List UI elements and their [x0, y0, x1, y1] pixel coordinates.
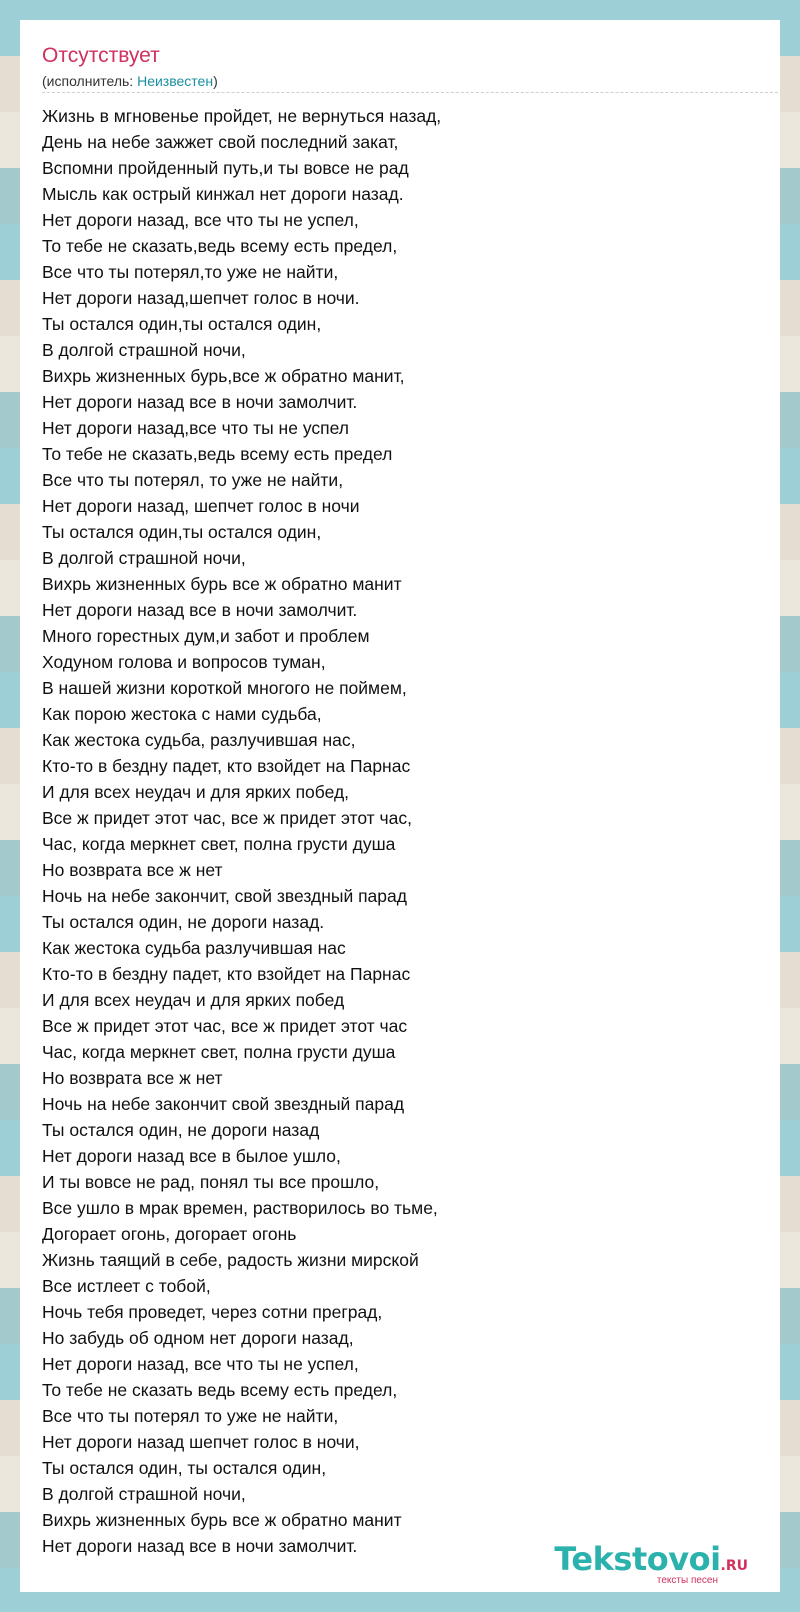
artist-suffix: ) — [213, 73, 218, 89]
lyric-line: И для всех неудач и для ярких побед, — [42, 782, 350, 802]
lyric-line: То тебе не сказать,ведь всему есть предел, — [42, 236, 398, 256]
lyric-line: Все что ты потерял,то уже не найти, — [42, 262, 339, 282]
lyric-line: Нет дороги назад, шепчет голос в ночи — [42, 496, 360, 516]
lyric-line: Час, когда меркнет свет, полна грусти душа — [42, 1042, 396, 1062]
lyric-line: Ночь на небе закончит свой звездный парад — [42, 1094, 405, 1114]
lyric-line: Ты остался один, не дороги назад. — [42, 912, 325, 932]
lyric-line: Нет дороги назад все в ночи замолчит. — [42, 392, 358, 412]
lyric-line: Все истлеет с тобой, — [42, 1276, 211, 1296]
logo-wordmark: Tekstovoi — [554, 1540, 721, 1578]
lyric-line: В долгой страшной ночи, — [42, 1484, 246, 1504]
song-card — [20, 20, 780, 1592]
lyric-line: Ты остался один,ты остался один, — [42, 522, 322, 542]
lyric-line: Час, когда меркнет свет, полна грусти душа — [42, 834, 396, 854]
site-logo[interactable] — [554, 1540, 748, 1586]
lyric-line: Как порою жестока с нами судьба, — [42, 704, 322, 724]
lyric-line: Все что ты потерял, то уже не найти, — [42, 470, 344, 490]
lyric-line: Вихрь жизненных бурь,все ж обратно манит, — [42, 366, 405, 386]
divider — [42, 92, 778, 93]
lyric-line: В долгой страшной ночи, — [42, 548, 246, 568]
artist-link[interactable]: Неизвестен — [137, 73, 214, 89]
lyric-line: Нет дороги назад,шепчет голос в ночи. — [42, 288, 360, 308]
lyric-line: Нет дороги назад шепчет голос в ночи, — [42, 1432, 360, 1452]
lyric-line: Жизнь таящий в себе, радость жизни мирской — [42, 1250, 419, 1270]
artist-line — [42, 73, 218, 90]
song-title: Отсутствует — [42, 44, 160, 67]
lyric-line: Вспомни пройденный путь,и ты вовсе не рад — [42, 158, 409, 178]
lyric-line: Ночь тебя проведет, через сотни преград, — [42, 1302, 383, 1322]
lyric-line: Мысль как острый кинжал нет дороги назад. — [42, 184, 404, 204]
lyric-line: Как жестока судьба, разлучившая нас, — [42, 730, 356, 750]
lyric-line: Ночь на небе закончит, свой звездный парад — [42, 886, 407, 906]
lyric-line: День на небе зажжет свой последний закат, — [42, 132, 399, 152]
lyric-line: Нет дороги назад, все что ты не успел, — [42, 210, 359, 230]
lyric-line: Кто-то в бездну падет, кто взойдет на Парнас — [42, 756, 411, 776]
lyric-line: Много горестных дум,и забот и проблем — [42, 626, 370, 646]
lyric-line: Вихрь жизненных бурь все ж обратно манит — [42, 574, 402, 594]
logo-tld: .RU — [720, 1558, 748, 1574]
lyric-line: Нет дороги назад все в былое ушло, — [42, 1146, 341, 1166]
lyric-line: Нет дороги назад,все что ты не успел — [42, 418, 349, 438]
lyric-line: Вихрь жизненных бурь все ж обратно манит — [42, 1510, 402, 1530]
lyric-line: Все ушло в мрак времен, растворилось во тьме, — [42, 1198, 438, 1218]
lyric-line: Догорает огонь, догорает огонь — [42, 1224, 297, 1244]
logo-tagline: тексты песен — [656, 1575, 718, 1586]
lyric-line: Ходуном голова и вопросов туман, — [42, 652, 326, 672]
lyric-line: И для всех неудач и для ярких побед — [42, 990, 345, 1010]
lyric-line: В долгой страшной ночи, — [42, 340, 246, 360]
lyric-line: Нет дороги назад все в ночи замолчит. — [42, 600, 358, 620]
artist-prefix: (исполнитель: — [42, 73, 138, 89]
lyric-line: Но возврата все ж нет — [42, 1068, 223, 1088]
lyric-line: Все ж придет этот час, все ж придет этот час — [42, 1016, 408, 1036]
lyric-line: Кто-то в бездну падет, кто взойдет на Парнас — [42, 964, 411, 984]
lyrics-text — [42, 103, 441, 1559]
lyric-line: И ты вовсе не рад, понял ты все прошло, — [42, 1172, 380, 1192]
lyric-line: Но возврата все ж нет — [42, 860, 223, 880]
lyric-line: То тебе не сказать ведь всему есть предел, — [42, 1380, 398, 1400]
lyric-line: Как жестока судьба разлучившая нас — [42, 938, 346, 958]
lyric-line: То тебе не сказать,ведь всему есть предел — [42, 444, 393, 464]
lyric-line: Ты остался один,ты остался один, — [42, 314, 322, 334]
lyric-line: Жизнь в мгновенье пройдет, не вернуться назад, — [42, 106, 442, 126]
lyric-line: Нет дороги назад все в ночи замолчит. — [42, 1536, 358, 1556]
lyric-line: Но забудь об одном нет дороги назад, — [42, 1328, 354, 1348]
lyric-line: Ты остался один, не дороги назад — [42, 1120, 320, 1140]
lyric-line: Все ж придет этот час, все ж придет этот час, — [42, 808, 413, 828]
lyric-line: Нет дороги назад, все что ты не успел, — [42, 1354, 359, 1374]
lyric-line: В нашей жизни короткой многого не поймем, — [42, 678, 407, 698]
lyric-line: Все что ты потерял то уже не найти, — [42, 1406, 339, 1426]
lyric-line: Ты остался один, ты остался один, — [42, 1458, 327, 1478]
